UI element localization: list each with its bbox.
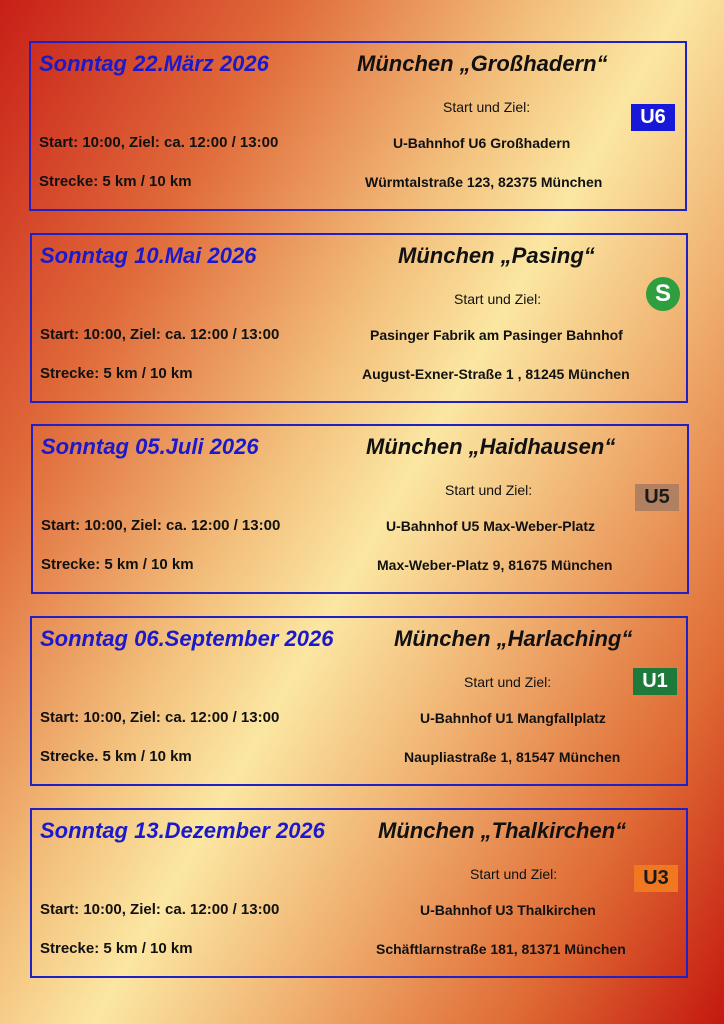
event-place: München „Harlaching“ — [394, 626, 633, 651]
event-route: Strecke: 5 km / 10 km — [40, 365, 193, 382]
event-address: August-Exner-Straße 1 , 81245 München — [362, 366, 630, 382]
u6-line-icon: U6 — [631, 104, 675, 131]
event-place: München „Großhadern“ — [357, 51, 608, 76]
event-card-pasing — [30, 233, 688, 403]
event-location: U-Bahnhof U1 Mangfallplatz — [420, 710, 606, 726]
event-route: Strecke: 5 km / 10 km — [41, 556, 194, 573]
u1-line-icon: U1 — [633, 668, 677, 695]
start-ziel-label: Start und Ziel: — [454, 291, 542, 307]
event-date: Sonntag 06.September 2026 — [40, 626, 334, 651]
start-ziel-label: Start und Ziel: — [464, 674, 552, 690]
event-location: U-Bahnhof U6 Großhadern — [393, 135, 571, 151]
event-date: Sonntag 10.Mai 2026 — [40, 243, 257, 268]
event-route: Strecke: 5 km / 10 km — [40, 940, 193, 957]
event-route: Strecke. 5 km / 10 km — [40, 748, 192, 765]
event-date: Sonntag 13.Dezember 2026 — [40, 818, 325, 843]
event-time: Start: 10:00, Ziel: ca. 12:00 / 13:00 — [40, 709, 280, 726]
event-route: Strecke: 5 km / 10 km — [39, 173, 192, 190]
event-address: Naupliastraße 1, 81547 München — [404, 749, 621, 765]
event-card-thalkirchen — [30, 808, 688, 978]
start-ziel-label: Start und Ziel: — [470, 866, 558, 882]
event-address: Max-Weber-Platz 9, 81675 München — [377, 557, 613, 573]
u5-line-icon: U5 — [635, 484, 679, 511]
event-location: U-Bahnhof U3 Thalkirchen — [420, 902, 596, 918]
event-address: Schäftlarnstraße 181, 81371 München — [376, 941, 626, 957]
event-card-harlaching — [30, 616, 688, 786]
start-ziel-label: Start und Ziel: — [443, 99, 531, 115]
event-date: Sonntag 22.März 2026 — [39, 51, 269, 76]
event-time: Start: 10:00, Ziel: ca. 12:00 / 13:00 — [39, 134, 279, 151]
event-place: München „Pasing“ — [398, 243, 595, 268]
event-place: München „Thalkirchen“ — [378, 818, 627, 843]
event-location: Pasinger Fabrik am Pasinger Bahnhof — [370, 327, 623, 343]
s-bahn-icon: S — [646, 277, 680, 311]
start-ziel-label: Start und Ziel: — [445, 482, 533, 498]
event-address: Würmtalstraße 123, 82375 München — [365, 174, 603, 190]
event-location: U-Bahnhof U5 Max-Weber-Platz — [386, 518, 595, 534]
u3-line-icon: U3 — [634, 865, 678, 892]
event-card-haidhausen — [31, 424, 689, 594]
event-time: Start: 10:00, Ziel: ca. 12:00 / 13:00 — [40, 901, 280, 918]
event-time: Start: 10:00, Ziel: ca. 12:00 / 13:00 — [40, 326, 280, 343]
event-card-grosshadern — [29, 41, 687, 211]
event-date: Sonntag 05.Juli 2026 — [41, 434, 259, 459]
event-time: Start: 10:00, Ziel: ca. 12:00 / 13:00 — [41, 517, 281, 534]
event-place: München „Haidhausen“ — [366, 434, 616, 459]
